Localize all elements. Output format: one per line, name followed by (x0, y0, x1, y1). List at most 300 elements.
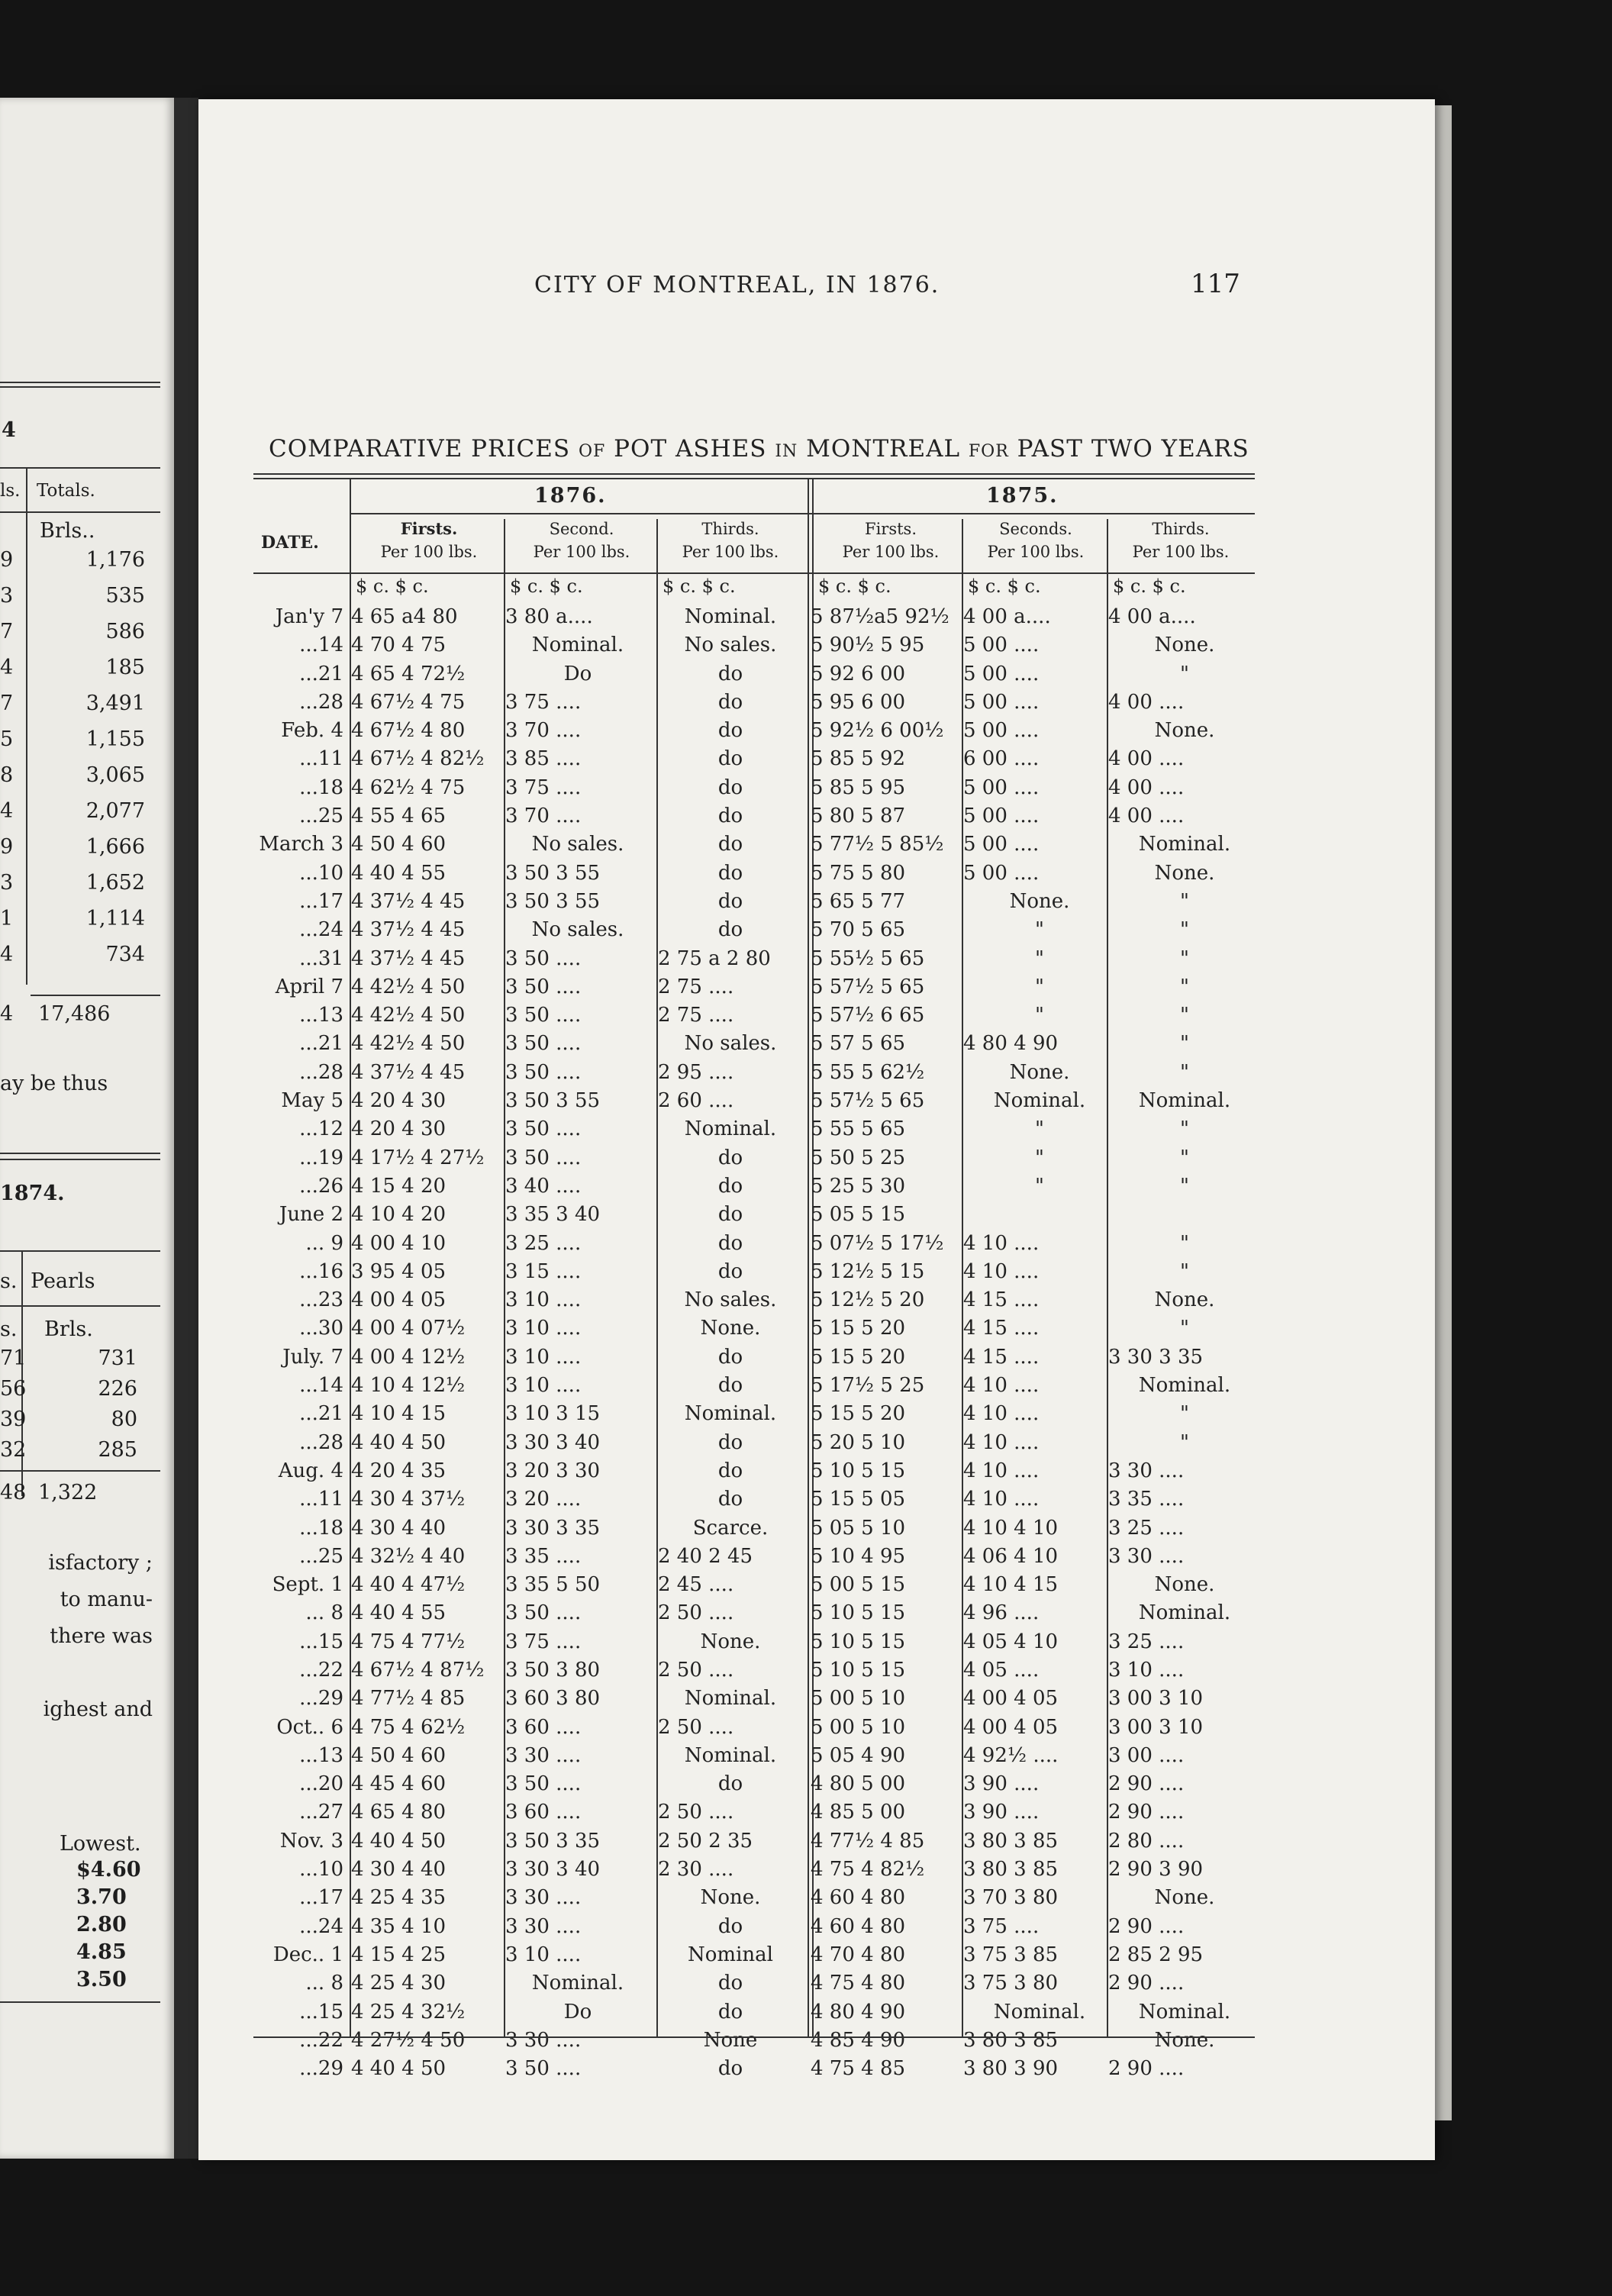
cell-t75: None. (1154, 719, 1215, 743)
cell-f75: 4 60 4 80 (811, 1914, 906, 1938)
cell-t76: do (717, 1345, 743, 1369)
cell-f76: 4 67½ 4 82½ (351, 747, 485, 771)
cell-t75: " (1180, 975, 1189, 998)
units-cell: $ c. $ c. (510, 576, 583, 597)
table-row (253, 1115, 1255, 1143)
cell-s76: 3 35 3 40 (505, 1203, 601, 1227)
cell-date: Sept. 1 (272, 1573, 343, 1597)
left-lowest-value: 3.70 (76, 1885, 127, 1909)
cell-t75: 3 30 3 35 (1108, 1345, 1204, 1369)
table-row (253, 916, 1255, 944)
cell-s75: 4 10 .... (963, 1402, 1040, 1426)
table-row (253, 1230, 1255, 1258)
cell-f75: 5 77½ 5 85½ (811, 833, 944, 856)
cell-f75: 4 60 4 80 (811, 1886, 906, 1910)
table-row (253, 1656, 1255, 1685)
cell-t76: do (717, 747, 743, 771)
left-units: Brls.. (40, 519, 95, 543)
cell-f76: 4 50 4 60 (351, 1743, 447, 1767)
cell-t76: None. (700, 1630, 761, 1653)
cell-s75: 5 00 .... (963, 719, 1040, 743)
cell-t76: No sales. (684, 1032, 777, 1056)
cell-f75: 5 70 5 65 (811, 918, 906, 942)
cell-f76: 4 75 4 62½ (351, 1715, 466, 1739)
cell-t75: " (1180, 946, 1189, 970)
cell-f76: 4 15 4 25 (351, 1943, 447, 1966)
left-pearls-cell: 285 (98, 1438, 137, 1462)
cell-date: ...13 (299, 1743, 343, 1767)
table-row (253, 1798, 1255, 1827)
cell-s75: 4 10 .... (963, 1488, 1040, 1511)
cell-f75: 4 77½ 4 85 (811, 1829, 925, 1853)
table-row (253, 802, 1255, 830)
cell-t76: do (717, 1914, 743, 1938)
cell-t76: do (717, 719, 743, 743)
left-total-cell: 734 (105, 943, 145, 966)
cell-t75: 3 00 3 10 (1108, 1715, 1204, 1739)
table-row (253, 1913, 1255, 1941)
cell-date: ...13 (299, 1004, 343, 1027)
cell-t76: 2 50 .... (658, 1801, 734, 1824)
cell-s76: 3 85 .... (505, 747, 582, 771)
table-row (253, 1628, 1255, 1656)
cell-f76: 4 67½ 4 87½ (351, 1658, 485, 1682)
cell-f76: 4 30 4 37½ (351, 1488, 466, 1511)
cell-t76: 2 50 .... (658, 1601, 734, 1625)
cell-f75: 5 05 5 15 (811, 1203, 906, 1227)
cell-f75: 5 17½ 5 25 (811, 1374, 925, 1398)
cell-f76: 4 25 4 30 (351, 1972, 447, 1995)
cell-s75: 3 75 3 80 (963, 1972, 1059, 1995)
cell-t75: None. (1154, 634, 1215, 657)
table-row (253, 745, 1255, 773)
cell-s75: " (1035, 1004, 1044, 1027)
cell-f76: 4 35 4 10 (351, 1914, 447, 1938)
cell-date: ...21 (299, 1032, 343, 1056)
table-row (253, 1485, 1255, 1514)
cell-s75: 3 80 3 85 (963, 1829, 1059, 1853)
cell-f76: 4 40 4 47½ (351, 1573, 466, 1597)
left-col-cell: 5 (0, 727, 14, 751)
cell-date: ...22 (299, 1658, 343, 1682)
cell-s76: 3 15 .... (505, 1259, 582, 1283)
cell-f76: 4 00 4 05 (351, 1288, 447, 1312)
cell-s76: Do (563, 662, 592, 685)
cell-date: ...29 (299, 1687, 343, 1711)
cell-t76: do (717, 861, 743, 885)
cell-s75: 4 10 .... (963, 1459, 1040, 1482)
cell-s76: 3 50 .... (505, 1146, 582, 1169)
cell-t75: None. (1154, 1288, 1215, 1312)
cell-t75: 3 00 .... (1108, 1743, 1185, 1767)
cell-s76: 3 75 .... (505, 690, 582, 714)
left-year-1874: 1874. (0, 1182, 65, 1205)
cell-t76: None (703, 2028, 758, 2052)
left-col-cell: 4 (0, 799, 14, 823)
cell-s75: 3 75 .... (963, 1914, 1040, 1938)
cell-date: ... 9 (305, 1231, 343, 1255)
table-row (253, 1685, 1255, 1713)
cell-t75: None. (1154, 1886, 1215, 1910)
table-row (253, 1856, 1255, 1884)
left-total-cell: 1,155 (85, 727, 145, 751)
table-row (253, 1742, 1255, 1770)
col-header-firsts-1875: Firsts. Per 100 lbs. (842, 520, 940, 561)
table-row (253, 631, 1255, 659)
cell-s75: 3 80 3 90 (963, 2057, 1059, 2081)
table-row (253, 1571, 1255, 1599)
cell-s75: 3 70 3 80 (963, 1886, 1059, 1910)
cell-f75: 5 92½ 6 00½ (811, 719, 944, 743)
cell-t76: 2 45 .... (658, 1573, 734, 1597)
cell-t76: Nominal. (684, 1402, 777, 1426)
cell-s76: 3 50 .... (505, 2057, 582, 2081)
left-total-cell: 1,666 (85, 835, 145, 859)
table-row (253, 774, 1255, 802)
table-row (253, 1258, 1255, 1286)
cell-t76: do (717, 690, 743, 714)
cell-f76: 4 40 4 50 (351, 1829, 447, 1853)
cell-t76: Nominal. (684, 1687, 777, 1711)
cell-t75: 3 10 .... (1108, 1658, 1185, 1682)
cell-s75: 3 90 .... (963, 1772, 1040, 1796)
left-units2-right: Brls. (44, 1317, 93, 1341)
cell-t75: 2 90 .... (1108, 1772, 1185, 1796)
book-gutter (174, 98, 198, 2159)
cell-t75: " (1180, 1060, 1189, 1084)
col-header-firsts-1876: Firsts. Per 100 lbs. (380, 519, 478, 561)
cell-date: Dec.. 1 (272, 1943, 343, 1966)
cell-f76: 4 62½ 4 75 (351, 776, 466, 799)
cell-date: ...16 (299, 1259, 343, 1283)
cell-date: ...17 (299, 1886, 343, 1910)
col-header-second-1876: Second. Per 100 lbs. (533, 520, 630, 561)
cell-f75: 5 92 6 00 (811, 662, 906, 685)
running-title: CITY OF MONTREAL, IN 1876. (534, 272, 940, 298)
left-units2-left: s. (0, 1317, 18, 1341)
cell-s76: Do (563, 2000, 592, 2024)
cell-t76: do (717, 1231, 743, 1255)
cell-s76: 3 50 .... (505, 1004, 582, 1027)
cell-f75: 5 55 5 62½ (811, 1060, 925, 1084)
cell-s76: 3 10 .... (505, 1317, 582, 1340)
cell-s76: 3 75 .... (505, 776, 582, 799)
cell-date: ...18 (299, 1516, 343, 1540)
cell-f76: 4 20 4 35 (351, 1459, 447, 1482)
cell-t76: do (717, 805, 743, 828)
cell-t75: Nominal. (1138, 2000, 1231, 2024)
cell-date: ...19 (299, 1146, 343, 1169)
left-lowest-value: 3.50 (76, 1968, 127, 1991)
cell-f75: 5 10 4 95 (811, 1544, 906, 1568)
left-header2-left: s. (0, 1269, 18, 1293)
cell-t75: Nominal. (1138, 1089, 1231, 1113)
cell-s75: 5 00 .... (963, 634, 1040, 657)
cell-s76: 3 30 .... (505, 1914, 582, 1938)
cell-f76: 4 40 4 55 (351, 861, 447, 885)
cell-s76: 3 50 .... (505, 1601, 582, 1625)
cell-f75: 4 75 4 82½ (811, 1858, 925, 1882)
cell-f75: 4 80 5 00 (811, 1772, 906, 1796)
cell-s75: 5 00 .... (963, 805, 1040, 828)
cell-s75: 5 00 .... (963, 690, 1040, 714)
cell-f75: 5 80 5 87 (811, 805, 906, 828)
units-row (253, 576, 1255, 598)
left-col-cell: 3 (0, 584, 14, 608)
left-total-cell: 185 (105, 656, 145, 679)
left-header2-pearls: Pearls (31, 1269, 95, 1293)
year-1876-header: 1876. (534, 484, 607, 508)
cell-t76: Scarce. (692, 1516, 769, 1540)
cell-t76: 2 75 .... (658, 975, 734, 998)
cell-s76: 3 10 3 15 (505, 1402, 601, 1426)
cell-f75: 5 12½ 5 20 (811, 1288, 925, 1312)
cell-f76: 4 20 4 30 (351, 1117, 447, 1141)
cell-t75: Nominal. (1138, 1374, 1231, 1398)
left-lowest-label: Lowest. (60, 1832, 141, 1856)
left-title-fragment: 4 (2, 418, 16, 442)
table-row (253, 688, 1255, 717)
cell-s75: 4 10 4 15 (963, 1573, 1059, 1597)
cell-s76: 3 60 .... (505, 1715, 582, 1739)
cell-f75: 5 15 5 20 (811, 1345, 906, 1369)
cell-s75: 4 15 .... (963, 1288, 1040, 1312)
cell-s75: Nominal. (993, 1089, 1086, 1113)
cell-s75: " (1035, 975, 1044, 998)
cell-f75: 5 25 5 30 (811, 1174, 906, 1198)
cell-f76: 4 10 4 15 (351, 1402, 447, 1426)
cell-f75: 5 57 5 65 (811, 1032, 906, 1056)
cell-s76: 3 20 .... (505, 1488, 582, 1511)
left-header-totals: Totals. (37, 481, 95, 501)
cell-f75: 5 15 5 05 (811, 1488, 906, 1511)
table-row (253, 1714, 1255, 1742)
cell-f75: 5 90½ 5 95 (811, 634, 925, 657)
cell-s76: 3 30 3 40 (505, 1858, 601, 1882)
cell-t76: 2 75 .... (658, 1004, 734, 1027)
cell-f75: 5 10 5 15 (811, 1601, 906, 1625)
table-row (253, 1827, 1255, 1856)
cell-s75: 4 10 .... (963, 1430, 1040, 1454)
cell-f76: 4 40 4 55 (351, 1601, 447, 1625)
cell-f75: 5 55 5 65 (811, 1117, 906, 1141)
cell-t75: 4 00 a.... (1108, 605, 1196, 628)
cell-s76: 3 75 .... (505, 1630, 582, 1653)
cell-s75: 4 00 4 05 (963, 1687, 1059, 1711)
cell-t75: " (1180, 1402, 1189, 1426)
year-1875-header: 1875. (986, 484, 1059, 508)
cell-date: ...21 (299, 662, 343, 685)
table-row (253, 1343, 1255, 1372)
cell-s76: No sales. (531, 833, 624, 856)
cell-f75: 5 00 5 10 (811, 1687, 906, 1711)
cell-s75: 4 05 .... (963, 1658, 1040, 1682)
cell-date: Feb. 4 (281, 719, 343, 743)
cell-s75: 4 80 4 90 (963, 1032, 1059, 1056)
cell-t76: do (717, 662, 743, 685)
cell-f75: 5 75 5 80 (811, 861, 906, 885)
cell-date: ...22 (299, 2028, 343, 2052)
cell-s76: 3 50 3 55 (505, 861, 601, 885)
table-row (253, 1400, 1255, 1428)
cell-t76: Nominal. (684, 1117, 777, 1141)
cell-t75: None. (1154, 861, 1215, 885)
cell-s75: 5 00 .... (963, 861, 1040, 885)
units-cell: $ c. $ c. (663, 576, 736, 597)
cell-t75: " (1180, 1430, 1189, 1454)
cell-s76: 3 50 3 80 (505, 1658, 601, 1682)
cell-f76: 4 65 4 80 (351, 1801, 447, 1824)
cell-s76: 3 30 .... (505, 1743, 582, 1767)
cell-date: June 2 (279, 1203, 343, 1227)
cell-s75: 4 06 4 10 (963, 1544, 1059, 1568)
cell-s75: 5 00 .... (963, 662, 1040, 685)
cell-date: ...31 (299, 946, 343, 970)
cell-f75: 5 15 5 20 (811, 1317, 906, 1340)
cell-date: ...14 (299, 1374, 343, 1398)
left-col-cell: 3 (0, 871, 14, 895)
cell-s76: Nominal. (531, 1972, 624, 1995)
cell-t76: 2 95 .... (658, 1060, 734, 1084)
table-row (253, 1429, 1255, 1457)
table-row (253, 2027, 1255, 2055)
table-row (253, 717, 1255, 745)
cell-s75: None. (1009, 1060, 1070, 1084)
cell-s75: 6 00 .... (963, 747, 1040, 771)
left-sum-total: 17,486 (38, 1002, 111, 1026)
cell-date: ...30 (299, 1317, 343, 1340)
cell-s76: 3 25 .... (505, 1231, 582, 1255)
cell-f75: 4 85 4 90 (811, 2028, 906, 2052)
table-row (253, 1087, 1255, 1115)
cell-t75: 2 90 .... (1108, 2057, 1185, 2081)
cell-s75: 4 10 .... (963, 1259, 1040, 1283)
cell-s75: " (1035, 1146, 1044, 1169)
cell-t76: do (717, 1174, 743, 1198)
cell-f75: 5 57½ 5 65 (811, 975, 925, 998)
cell-s76: 3 50 .... (505, 946, 582, 970)
col-header-seconds-1875: Seconds. Per 100 lbs. (987, 520, 1085, 561)
cell-date: May 5 (281, 1089, 343, 1113)
cell-f75: 5 57½ 5 65 (811, 1089, 925, 1113)
cell-date: ...23 (299, 1288, 343, 1312)
cell-f75: 5 05 5 10 (811, 1516, 906, 1540)
cell-f75: 5 10 5 15 (811, 1658, 906, 1682)
cell-f76: 4 65 a4 80 (351, 605, 458, 628)
cell-f75: 5 15 5 20 (811, 1402, 906, 1426)
table-row (253, 973, 1255, 1001)
cell-t76: do (717, 1459, 743, 1482)
table-row (253, 1059, 1255, 1087)
left-pearls-cell: 80 (111, 1408, 137, 1431)
cell-f75: 5 05 4 90 (811, 1743, 906, 1767)
cell-date: ...17 (299, 889, 343, 913)
left-sum2-right: 1,322 (38, 1481, 98, 1504)
cell-s75: 3 90 .... (963, 1801, 1040, 1824)
cell-t76: do (717, 833, 743, 856)
cell-s75: 4 00 4 05 (963, 1715, 1059, 1739)
col-header-thirds-1876: Thirds. Per 100 lbs. (682, 520, 779, 561)
left-lowest-value: 4.85 (76, 1940, 127, 1964)
cell-f75: 4 75 4 85 (811, 2057, 906, 2081)
cell-t75: " (1180, 1146, 1189, 1169)
cell-t76: No sales. (684, 1288, 777, 1312)
cell-f76: 3 95 4 05 (351, 1259, 447, 1283)
cell-s75: 3 80 3 85 (963, 1858, 1059, 1882)
cell-s75: Nominal. (993, 2000, 1086, 2024)
table-row (253, 2055, 1255, 2083)
cell-t75: " (1180, 1117, 1189, 1141)
cell-f75: 5 10 5 15 (811, 1630, 906, 1653)
left-total-cell: 3,491 (85, 692, 145, 715)
cell-s75: 4 96 .... (963, 1601, 1040, 1625)
cell-t76: do (717, 1430, 743, 1454)
cell-t75: 2 80 .... (1108, 1829, 1185, 1853)
cell-t75: 2 90 .... (1108, 1914, 1185, 1938)
table-row (253, 1314, 1255, 1343)
cell-date: ...10 (299, 1858, 343, 1882)
cell-s76: 3 60 .... (505, 1801, 582, 1824)
cell-s76: 3 50 .... (505, 1117, 582, 1141)
cell-t75: " (1180, 889, 1189, 913)
cell-date: ...24 (299, 1914, 343, 1938)
table-row (253, 1599, 1255, 1627)
cell-t75: " (1180, 1032, 1189, 1056)
cell-s76: 3 60 3 80 (505, 1687, 601, 1711)
cell-s76: 3 30 .... (505, 1886, 582, 1910)
cell-s76: Nominal. (531, 634, 624, 657)
cell-date: ...28 (299, 1060, 343, 1084)
cell-s75: 4 00 a.... (963, 605, 1051, 628)
left-col2-cell: 71 (0, 1346, 27, 1370)
cell-f75: 5 55½ 5 65 (811, 946, 925, 970)
cell-f75: 5 95 6 00 (811, 690, 906, 714)
table-body (253, 603, 1255, 2083)
cell-f76: 4 45 4 60 (351, 1772, 447, 1796)
cell-t76: 2 50 .... (658, 1658, 734, 1682)
left-col2-cell: 32 (0, 1438, 27, 1462)
cell-t76: None. (700, 1886, 761, 1910)
left-para-line: isfactory ; (48, 1551, 153, 1575)
table-row (253, 1941, 1255, 1969)
cell-f75: 4 75 4 80 (811, 1972, 906, 1995)
cell-t76: Nominal. (684, 1743, 777, 1767)
cell-s76: 3 35 .... (505, 1544, 582, 1568)
cell-f75: 5 07½ 5 17½ (811, 1231, 944, 1255)
cell-f76: 4 00 4 07½ (351, 1317, 466, 1340)
cell-s75: " (1035, 1174, 1044, 1198)
cell-s76: 3 10 .... (505, 1374, 582, 1398)
table-row (253, 660, 1255, 688)
cell-date: ...15 (299, 2000, 343, 2024)
cell-t76: do (717, 1259, 743, 1283)
left-col-cell: 4 (0, 943, 14, 966)
page-number: 117 (1191, 269, 1240, 299)
cell-t75: 3 35 .... (1108, 1488, 1185, 1511)
table-row (253, 1884, 1255, 1912)
cell-s75: 3 75 3 85 (963, 1943, 1059, 1966)
cell-date: ...14 (299, 634, 343, 657)
cell-s75: 4 10 .... (963, 1374, 1040, 1398)
cell-date: ...11 (299, 747, 343, 771)
cell-s76: 3 50 .... (505, 975, 582, 998)
cell-s75: " (1035, 918, 1044, 942)
cell-f75: 5 10 5 15 (811, 1459, 906, 1482)
left-lowest-value: 2.80 (76, 1913, 127, 1936)
cell-s76: 3 10 .... (505, 1345, 582, 1369)
left-total-cell: 535 (105, 584, 145, 608)
cell-f76: 4 40 4 50 (351, 1430, 447, 1454)
